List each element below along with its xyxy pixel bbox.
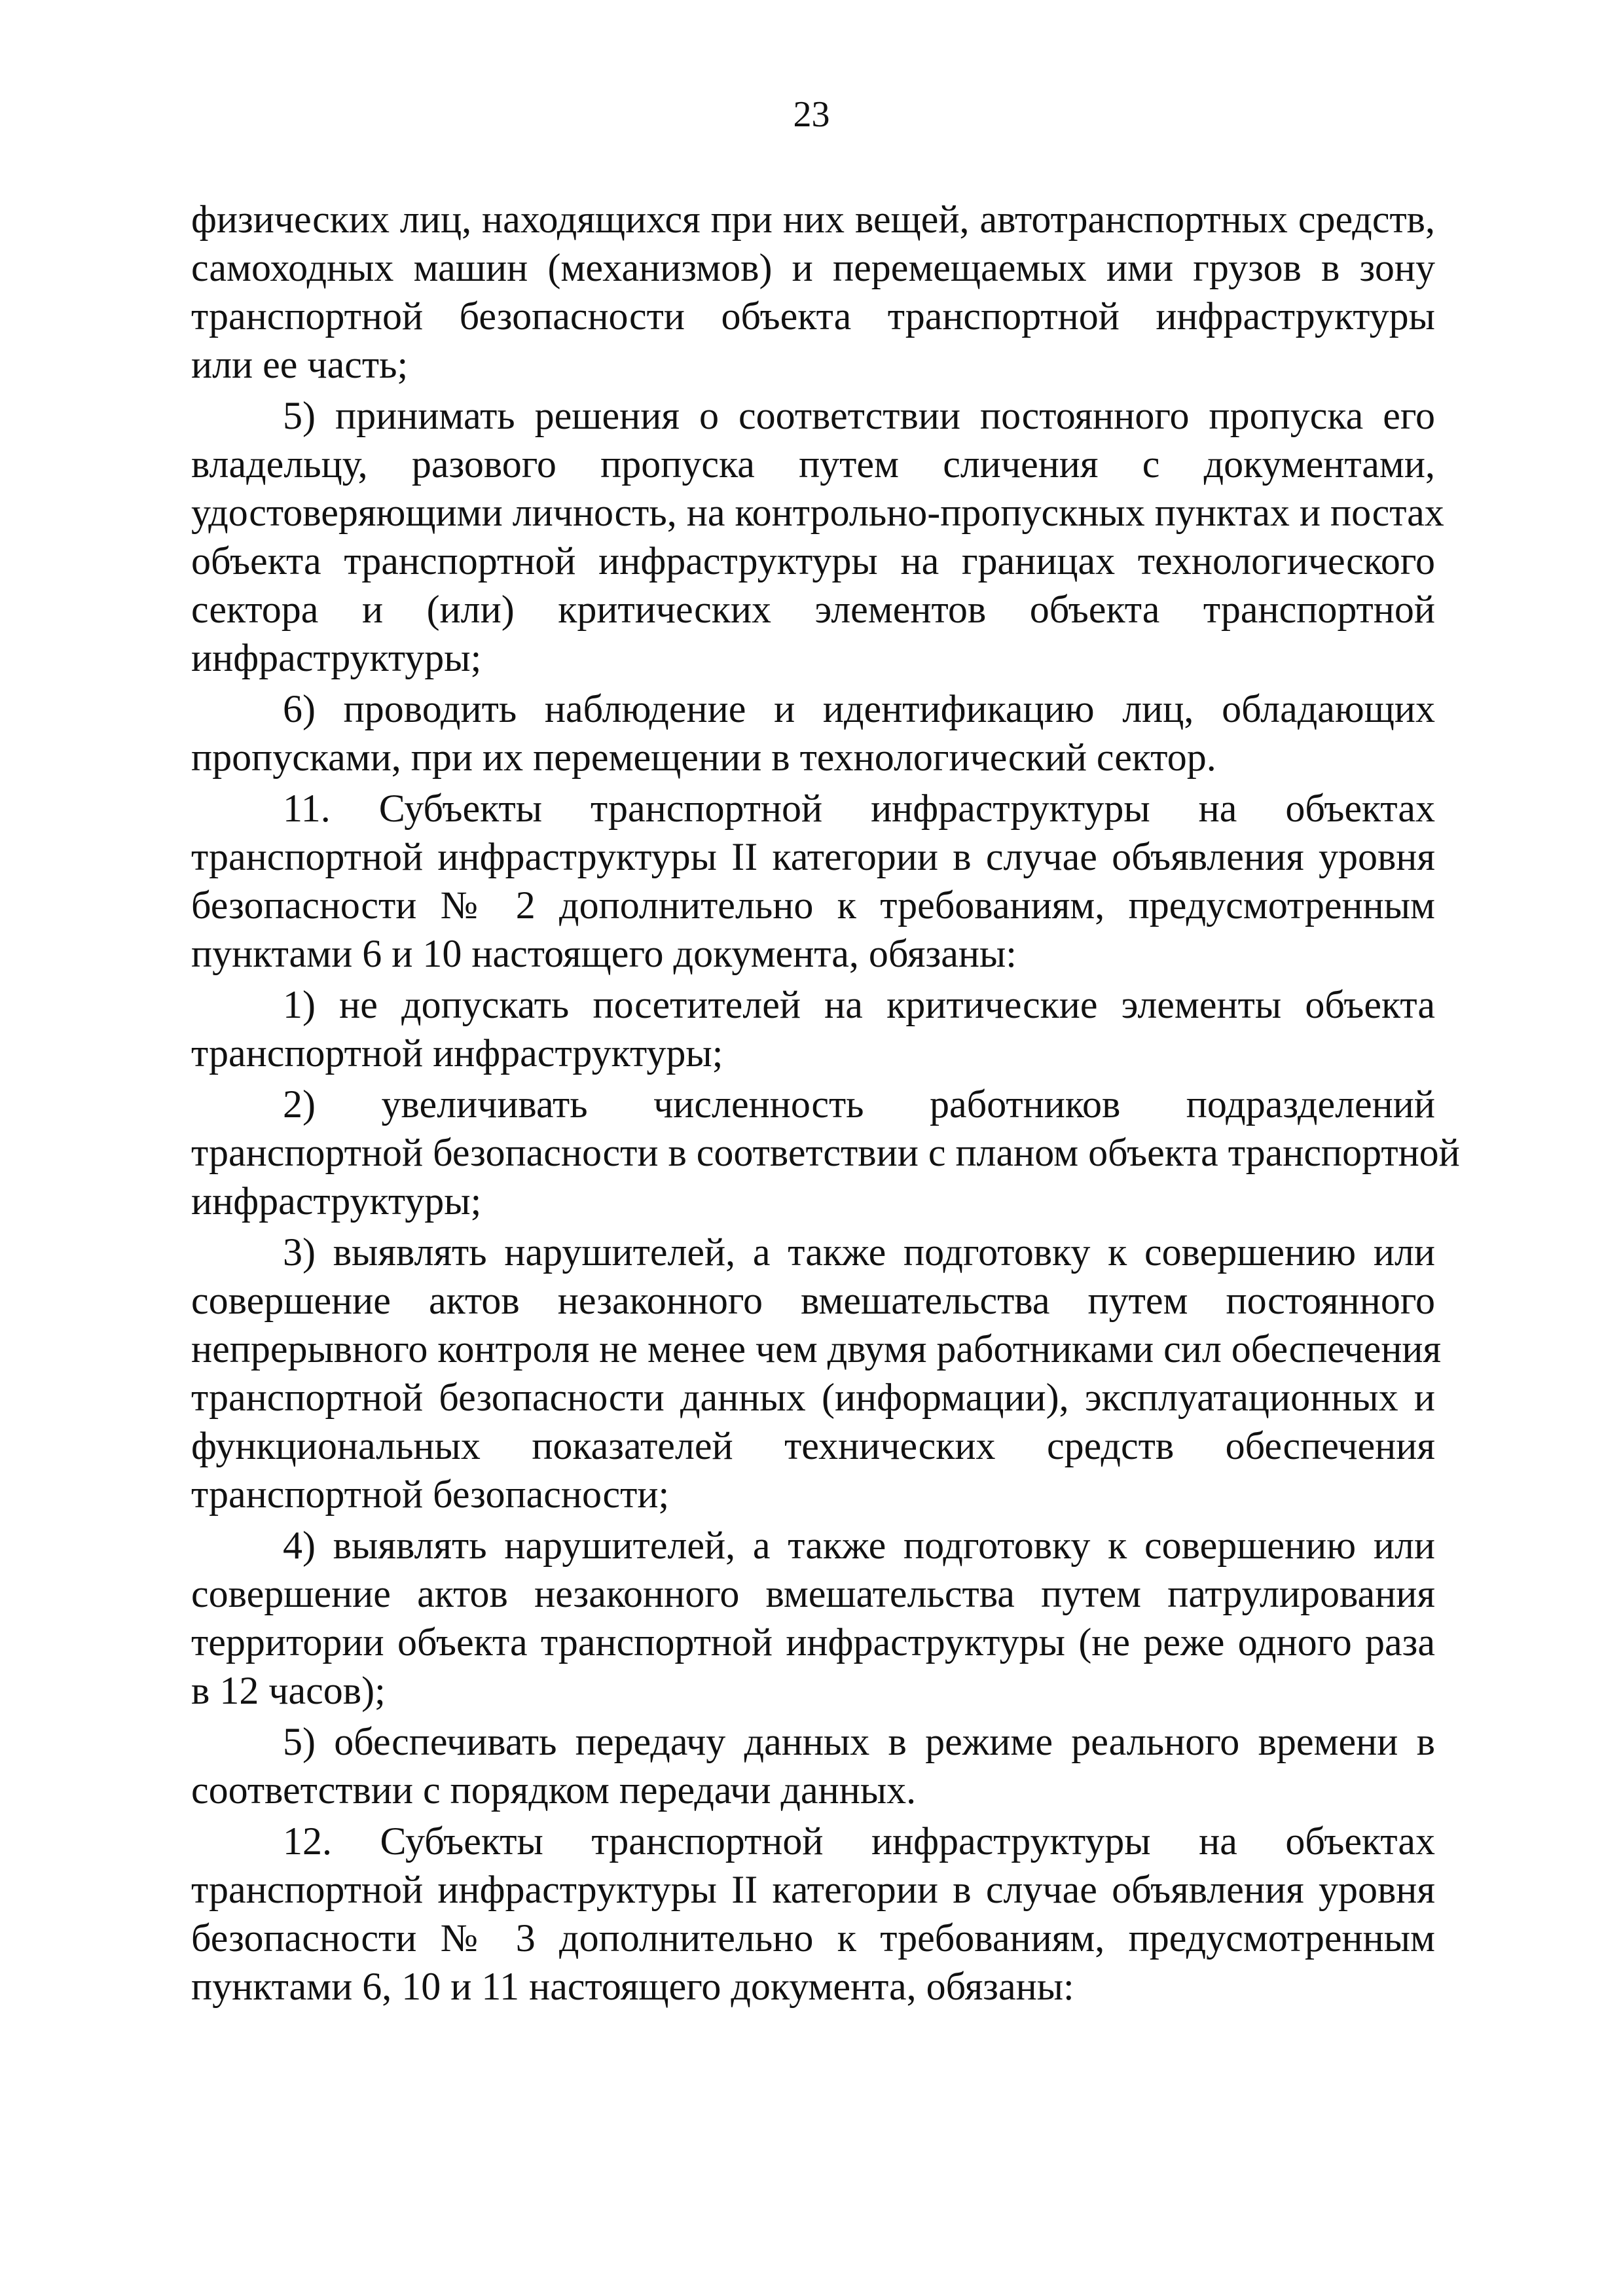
text-line: пунктами 6, 10 и 11 настоящего документа, обязаны: [191, 1965, 1074, 2008]
text-line: территории объекта транспортной инфраструктуры (не реже одного раза [191, 1621, 1435, 1664]
text-line: транспортной безопасности; [191, 1473, 670, 1516]
text-line: совершение актов незаконного вмешательства путем постоянного [191, 1279, 1435, 1322]
text-line: пропусками, при их перемещении в технологический сектор. [191, 736, 1216, 779]
text-line: соответствии с порядком передачи данных. [191, 1768, 917, 1812]
text-line: непрерывного контроля не менее чем двумя работниками сил обеспечения [191, 1327, 1442, 1371]
text-line: безопасности № 2 дополнительно к требованиям, предусмотренным [191, 884, 1435, 927]
text-line: физических лиц, находящихся при них вещей, автотранспортных средств, [191, 198, 1435, 241]
page-number: 23 [793, 94, 830, 135]
text-line: в 12 часов); [191, 1669, 386, 1712]
text-line: 11. Субъекты транспортной инфраструктуры на объектах [283, 787, 1435, 830]
text-line: 3) выявлять нарушителей, а также подготовку к совершению или [283, 1230, 1435, 1274]
text-line: транспортной безопасности объекта транспортной инфраструктуры [191, 295, 1435, 338]
text-line: транспортной инфраструктуры II категории в случае объявления уровня [191, 1868, 1435, 1911]
text-line: 12. Субъекты транспортной инфраструктуры на объектах [283, 1820, 1435, 1863]
text-line: 2) увеличивать численность работников подразделений [283, 1083, 1435, 1126]
text-line: транспортной безопасности в соответствии с планом объекта транспортной [191, 1131, 1460, 1174]
text-line: совершение актов незаконного вмешательства путем патрулирования [191, 1572, 1435, 1615]
text-line: транспортной безопасности данных (информации), эксплуатационных и [191, 1376, 1435, 1419]
text-line: самоходных машин (механизмов) и перемещаемых ими грузов в зону [191, 246, 1435, 289]
text-line: транспортной инфраструктуры II категории в случае объявления уровня [191, 835, 1435, 878]
text-line: пунктами 6 и 10 настоящего документа, обязаны: [191, 932, 1017, 975]
text-line: инфраструктуры; [191, 636, 482, 679]
text-line: безопасности № 3 дополнительно к требованиям, предусмотренным [191, 1916, 1435, 1960]
text-line: функциональных показателей технических средств обеспечения [191, 1424, 1435, 1467]
text-line: удостоверяющими личность, на контрольно-пропускных пунктах и постах [191, 491, 1444, 534]
text-line: 5) принимать решения о соответствии постоянного пропуска его [283, 394, 1435, 437]
text-line: или ее часть; [191, 343, 409, 386]
text-line: 1) не допускать посетителей на критические элементы объекта [283, 983, 1435, 1026]
text-line: инфраструктуры; [191, 1179, 482, 1223]
text-line: транспортной инфраструктуры; [191, 1031, 723, 1075]
text-line: владельцу, разового пропуска путем сличения с документами, [191, 442, 1435, 486]
text-line: 4) выявлять нарушителей, а также подготовку к совершению или [283, 1524, 1435, 1567]
text-line: сектора и (или) критических элементов объекта транспортной [191, 588, 1435, 631]
text-line: объекта транспортной инфраструктуры на границах технологического [191, 539, 1435, 583]
text-line: 5) обеспечивать передачу данных в режиме реального времени в [283, 1720, 1435, 1763]
text-line: 6) проводить наблюдение и идентификацию лиц, обладающих [283, 687, 1435, 730]
